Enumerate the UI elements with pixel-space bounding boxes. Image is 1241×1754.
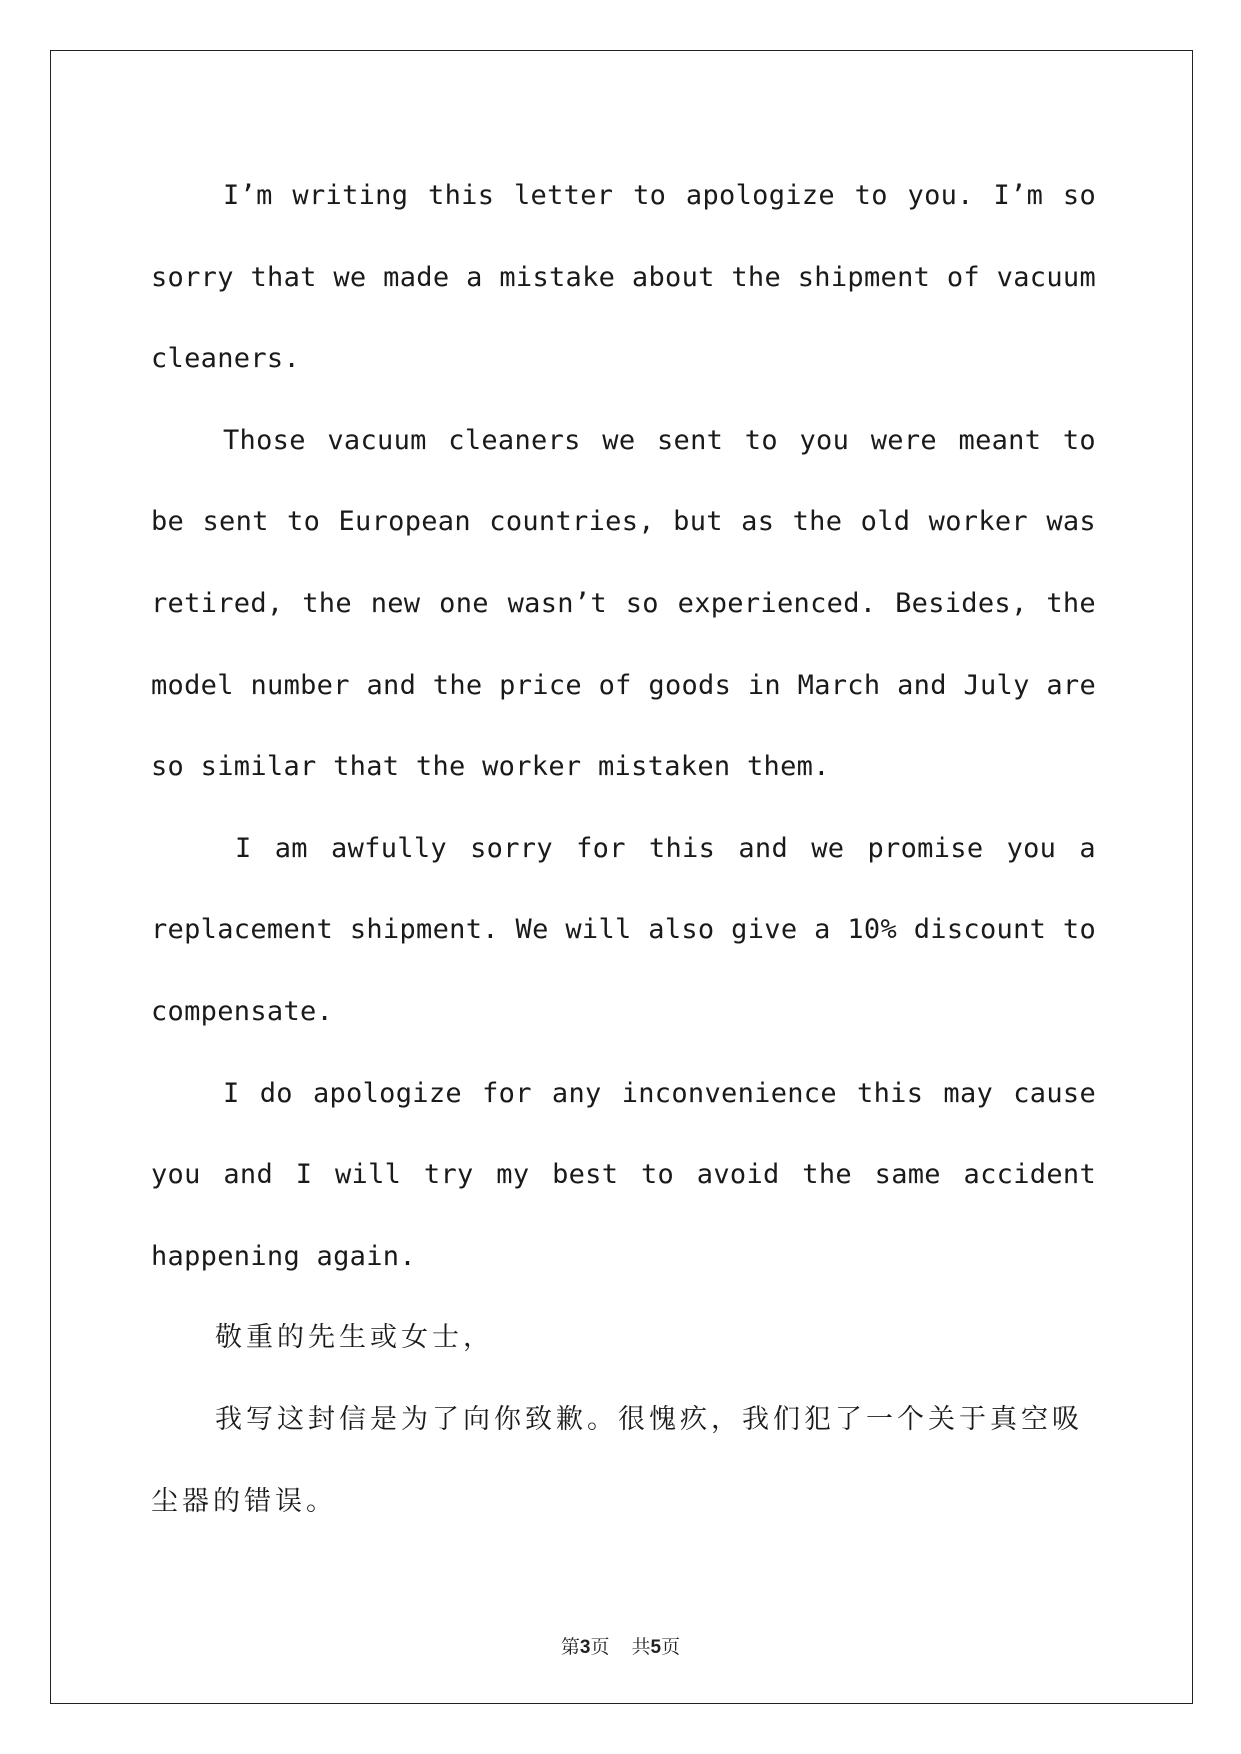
page-prefix: 第 [560, 1636, 580, 1658]
page-current: 3 [579, 1637, 591, 1658]
paragraph-apology-cn: 我写这封信是为了向你致歉。很愧疚，我们犯了一个关于真空吸尘器的错误。 [151, 1403, 1083, 1517]
paragraph-compensation: I am awfully sorry for this and we promise you a replacement shipment. We will also give a 10% discount to compensate. [151, 832, 1096, 1027]
paragraph-closing: I do apologize for any inconvenience this may cause you and I will try my best to avoid the same accident happening again. [151, 1077, 1096, 1272]
total-prefix: 共 [631, 1636, 651, 1658]
letter-body [151, 155, 1096, 1542]
page-unit: 页 [590, 1636, 610, 1658]
total-unit: 页 [661, 1636, 681, 1658]
paragraph-explanation: Those vacuum cleaners we sent to you were meant to be sent to European countries, but as the old worker was retired, the new one wasn’t so experienced. Besides, the model number and the price of goods in March and July are so similar that the worker mistaken them. [151, 424, 1096, 783]
page-footer [0, 1632, 1241, 1659]
paragraph-apology-intro: I’m writing this letter to apologize to you. I’m so sorry that we made a mistake about the shipment of vacuum cleaners. [151, 180, 1096, 375]
page-total: 5 [650, 1637, 662, 1658]
paragraph-salutation-cn: 敬重的先生或女士， [215, 1322, 494, 1354]
